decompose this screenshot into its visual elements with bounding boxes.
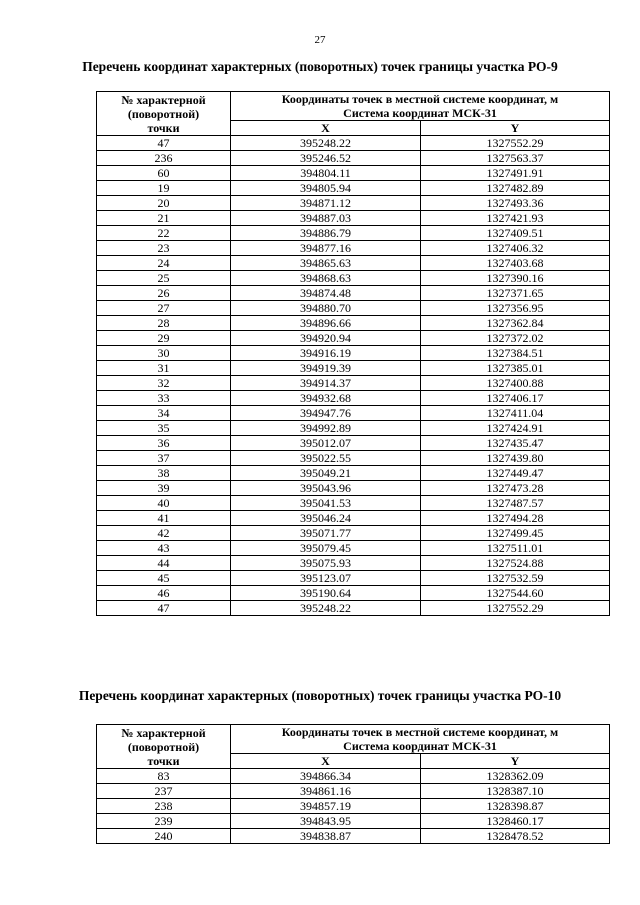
table-row (97, 226, 610, 241)
coordinates-table-ro10 (96, 724, 610, 844)
coordinates-header-line: Координаты точек в местной системе координат, м (281, 92, 559, 106)
point-number-cell: 20 (97, 196, 231, 211)
y-coordinate-cell: 1327552.29 (421, 601, 610, 616)
table-row (97, 286, 610, 301)
table-row (97, 361, 610, 376)
table-row (97, 586, 610, 601)
table-row (97, 421, 610, 436)
x-coordinate-cell: 394838.87 (231, 829, 421, 844)
table-row (97, 271, 610, 286)
y-coordinate-cell: 1327524.88 (421, 556, 610, 571)
y-coordinate-cell: 1327400.88 (421, 376, 610, 391)
point-number-cell: 29 (97, 331, 231, 346)
y-coordinate-cell: 1327406.32 (421, 241, 610, 256)
x-coordinate-cell: 395071.77 (231, 526, 421, 541)
table-row (97, 316, 610, 331)
y-column-header: Y (421, 121, 610, 136)
y-coordinate-cell: 1327371.65 (421, 286, 610, 301)
point-number-header (97, 725, 231, 769)
x-coordinate-cell: 394919.39 (231, 361, 421, 376)
point-number-cell: 42 (97, 526, 231, 541)
x-coordinate-cell: 394861.16 (231, 784, 421, 799)
point-number-cell: 32 (97, 376, 231, 391)
y-coordinate-cell: 1327532.59 (421, 571, 610, 586)
table-row (97, 784, 610, 799)
x-coordinate-cell: 394886.79 (231, 226, 421, 241)
point-number-cell: 23 (97, 241, 231, 256)
table-row (97, 436, 610, 451)
point-number-cell: 21 (97, 211, 231, 226)
table-row (97, 496, 610, 511)
table-row (97, 769, 610, 784)
y-coordinate-cell: 1327390.16 (421, 271, 610, 286)
x-coordinate-cell: 395190.64 (231, 586, 421, 601)
x-coordinate-cell: 395043.96 (231, 481, 421, 496)
y-coordinate-cell: 1328387.10 (421, 784, 610, 799)
point-number-cell: 60 (97, 166, 231, 181)
y-column-header: Y (421, 754, 610, 769)
x-column-header: X (231, 121, 421, 136)
y-coordinate-cell: 1327473.28 (421, 481, 610, 496)
table-row (97, 511, 610, 526)
x-coordinate-cell: 395246.52 (231, 151, 421, 166)
y-coordinate-cell: 1327544.60 (421, 586, 610, 601)
point-number-cell: 43 (97, 541, 231, 556)
x-coordinate-cell: 394880.70 (231, 301, 421, 316)
table-row (97, 601, 610, 616)
table-row (97, 814, 610, 829)
x-coordinate-cell: 394804.11 (231, 166, 421, 181)
point-number-cell: 83 (97, 769, 231, 784)
x-coordinate-cell: 394866.34 (231, 769, 421, 784)
table-row (97, 196, 610, 211)
x-coordinate-cell: 395075.93 (231, 556, 421, 571)
x-coordinate-cell: 395123.07 (231, 571, 421, 586)
table-row (97, 406, 610, 421)
y-coordinate-cell: 1327356.95 (421, 301, 610, 316)
page-number: 27 (314, 34, 326, 46)
coordinates-table-ro9 (96, 91, 610, 616)
x-coordinate-cell: 394992.89 (231, 421, 421, 436)
point-number-cell: 47 (97, 601, 231, 616)
point-number-header-line: точки (147, 753, 180, 768)
table-row (97, 346, 610, 361)
x-coordinate-cell: 394865.63 (231, 256, 421, 271)
table-row (97, 181, 610, 196)
y-coordinate-cell: 1327499.45 (421, 526, 610, 541)
x-coordinate-cell: 395041.53 (231, 496, 421, 511)
table-row (97, 391, 610, 406)
x-coordinate-cell: 394887.03 (231, 211, 421, 226)
y-coordinate-cell: 1327493.36 (421, 196, 610, 211)
x-coordinate-cell: 394932.68 (231, 391, 421, 406)
point-number-cell: 31 (97, 361, 231, 376)
x-coordinate-cell: 394914.37 (231, 376, 421, 391)
point-number-cell: 38 (97, 466, 231, 481)
table-row (97, 331, 610, 346)
point-number-cell: 30 (97, 346, 231, 361)
y-coordinate-cell: 1327372.02 (421, 331, 610, 346)
table-row (97, 256, 610, 271)
point-number-header-line: № характерной (121, 92, 206, 107)
coordinates-header-line: Координаты точек в местной системе координат, м (281, 725, 559, 739)
x-coordinate-cell: 394805.94 (231, 181, 421, 196)
point-number-cell: 41 (97, 511, 231, 526)
table-row (97, 241, 610, 256)
table-row (97, 301, 610, 316)
point-number-cell: 40 (97, 496, 231, 511)
coordinate-system-header-line: Система координат МСК-31 (343, 739, 497, 753)
y-coordinate-cell: 1327411.04 (421, 406, 610, 421)
x-column-header: X (231, 754, 421, 769)
x-coordinate-cell: 394868.63 (231, 271, 421, 286)
table-row (97, 799, 610, 814)
y-coordinate-cell: 1327421.93 (421, 211, 610, 226)
table-row (97, 556, 610, 571)
coordinate-system-header-line: Система координат МСК-31 (343, 106, 497, 120)
point-number-cell: 36 (97, 436, 231, 451)
point-number-cell: 24 (97, 256, 231, 271)
x-coordinate-cell: 395049.21 (231, 466, 421, 481)
x-coordinate-cell: 394947.76 (231, 406, 421, 421)
x-coordinate-cell: 395248.22 (231, 136, 421, 151)
y-coordinate-cell: 1327409.51 (421, 226, 610, 241)
point-number-header-line: (поворотной) (127, 106, 200, 121)
point-number-cell: 239 (97, 814, 231, 829)
point-number-cell: 26 (97, 286, 231, 301)
y-coordinate-cell: 1327491.91 (421, 166, 610, 181)
table-row (97, 211, 610, 226)
y-coordinate-cell: 1327449.47 (421, 466, 610, 481)
table-row (97, 829, 610, 844)
table-body (97, 769, 610, 844)
y-coordinate-cell: 1327552.29 (421, 136, 610, 151)
y-coordinate-cell: 1327424.91 (421, 421, 610, 436)
x-coordinate-cell: 394916.19 (231, 346, 421, 361)
x-coordinate-cell: 395248.22 (231, 601, 421, 616)
table-row (97, 136, 610, 151)
point-number-cell: 237 (97, 784, 231, 799)
y-coordinate-cell: 1328460.17 (421, 814, 610, 829)
point-number-cell: 238 (97, 799, 231, 814)
point-number-cell: 240 (97, 829, 231, 844)
y-coordinate-cell: 1327385.01 (421, 361, 610, 376)
point-number-header (97, 92, 231, 136)
section-title-ro10: Перечень координат характерных (поворотных) точек границы участка РО-10 (78, 688, 562, 703)
y-coordinate-cell: 1327403.68 (421, 256, 610, 271)
x-coordinate-cell: 395012.07 (231, 436, 421, 451)
point-number-header-line: (поворотной) (127, 739, 200, 754)
y-coordinate-cell: 1328478.52 (421, 829, 610, 844)
table-row (97, 451, 610, 466)
point-number-cell: 25 (97, 271, 231, 286)
table-row (97, 526, 610, 541)
table-row (97, 481, 610, 496)
point-number-cell: 28 (97, 316, 231, 331)
point-number-header-line: № характерной (121, 725, 206, 740)
y-coordinate-cell: 1327439.80 (421, 451, 610, 466)
point-number-cell: 35 (97, 421, 231, 436)
point-number-cell: 37 (97, 451, 231, 466)
x-coordinate-cell: 394920.94 (231, 331, 421, 346)
x-coordinate-cell: 395046.24 (231, 511, 421, 526)
point-number-cell: 46 (97, 586, 231, 601)
y-coordinate-cell: 1327384.51 (421, 346, 610, 361)
x-coordinate-cell: 394871.12 (231, 196, 421, 211)
point-number-cell: 39 (97, 481, 231, 496)
point-number-cell: 27 (97, 301, 231, 316)
point-number-cell: 45 (97, 571, 231, 586)
table-body (97, 136, 610, 616)
y-coordinate-cell: 1327563.37 (421, 151, 610, 166)
y-coordinate-cell: 1327487.57 (421, 496, 610, 511)
point-number-cell: 34 (97, 406, 231, 421)
y-coordinate-cell: 1327406.17 (421, 391, 610, 406)
x-coordinate-cell: 394874.48 (231, 286, 421, 301)
x-coordinate-cell: 394857.19 (231, 799, 421, 814)
y-coordinate-cell: 1328362.09 (421, 769, 610, 784)
point-number-cell: 47 (97, 136, 231, 151)
y-coordinate-cell: 1327511.01 (421, 541, 610, 556)
section-title-ro9: Перечень координат характерных (поворотных) точек границы участка РО-9 (82, 59, 558, 74)
table-row (97, 151, 610, 166)
x-coordinate-cell: 394843.95 (231, 814, 421, 829)
table-row (97, 376, 610, 391)
y-coordinate-cell: 1327362.84 (421, 316, 610, 331)
table-row (97, 166, 610, 181)
table-row (97, 541, 610, 556)
table-row (97, 466, 610, 481)
coordinates-header (231, 725, 610, 754)
y-coordinate-cell: 1327435.47 (421, 436, 610, 451)
y-coordinate-cell: 1327494.28 (421, 511, 610, 526)
point-number-cell: 19 (97, 181, 231, 196)
x-coordinate-cell: 394896.66 (231, 316, 421, 331)
y-coordinate-cell: 1328398.87 (421, 799, 610, 814)
point-number-cell: 22 (97, 226, 231, 241)
x-coordinate-cell: 394877.16 (231, 241, 421, 256)
coordinates-header (231, 92, 610, 121)
y-coordinate-cell: 1327482.89 (421, 181, 610, 196)
table-row (97, 571, 610, 586)
point-number-cell: 33 (97, 391, 231, 406)
point-number-cell: 44 (97, 556, 231, 571)
x-coordinate-cell: 395022.55 (231, 451, 421, 466)
point-number-header-line: точки (147, 120, 180, 135)
point-number-cell: 236 (97, 151, 231, 166)
x-coordinate-cell: 395079.45 (231, 541, 421, 556)
